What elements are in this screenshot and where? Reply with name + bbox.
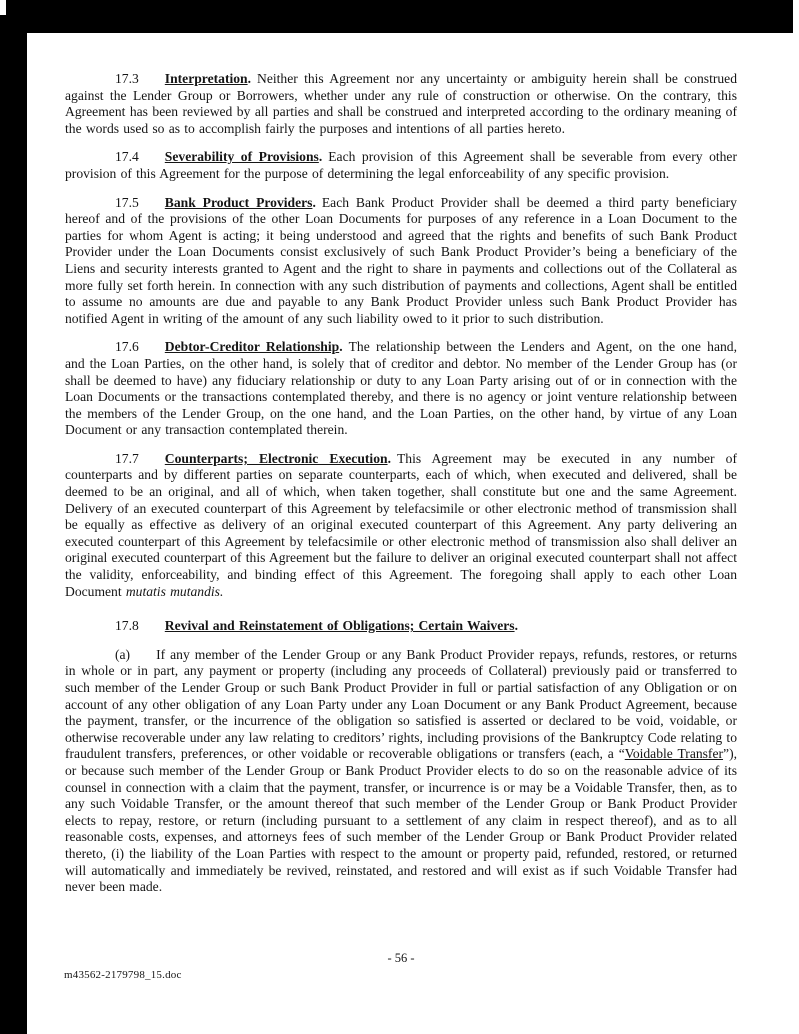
body-text-underline: Voidable Transfer bbox=[624, 746, 724, 762]
section-number: 17.4 bbox=[115, 149, 139, 165]
section-number: 17.5 bbox=[115, 194, 139, 210]
section-heading-period: . bbox=[514, 618, 518, 634]
body-text-normal: If any member of the Lender Group or any Bank Product Provider repays, refunds, restores, or returns in whole or in part, any payment or property (including any proceeds of Collateral) previously paid or transferred to such member of the Lender Group or such Bank Product Provider in full or partial satisfaction of any Obligation or on account of any other obligation of any Loan Party under any Loan Document or any Bank Product Agreement, because the payment, transfer, or the incurrence of the obligation so satisfied is asserted or declared to be void, voidable, or otherwise recoverable under any law relating to creditors’ rights, including provisions of the Bankruptcy Code relating to fraudulent transfers, preferences, or other voidable or recoverable obligations or transfers (each, a “ bbox=[65, 646, 737, 762]
section-17.5 bbox=[65, 195, 737, 328]
section-heading-period: . bbox=[318, 149, 323, 165]
section-heading: Counterparts; Electronic Execution bbox=[164, 450, 388, 466]
section-heading: Debtor-Creditor Relationship bbox=[164, 339, 340, 355]
section-a bbox=[65, 647, 737, 896]
section-heading-period: . bbox=[339, 339, 343, 355]
agreement-body bbox=[65, 0, 737, 896]
section-17.4 bbox=[65, 149, 737, 182]
section-heading: Interpretation bbox=[164, 71, 248, 86]
section-number: 17.7 bbox=[115, 450, 139, 466]
section-17.3 bbox=[65, 71, 737, 137]
body-text-normal: The relationship between the Lenders and Agent, on the one hand, and the Loan Parties, on the other hand, is solely that of creditor and debtor. No member of the Lender Group has (or shall be deemed to have) any fiduciary relationship or duty to any Loan Party arising out of or in connection with the Loan Documents or the transactions contemplated thereby, and there is no agency or joint venture relationship between the members of the Lender Group, on the one hand, and the Loan Parties, on the other hand, by virtue of any Loan Document or any transaction contemplated therein. bbox=[65, 339, 738, 438]
section-heading: Severability of Provisions bbox=[164, 149, 319, 165]
section-number: 17.8 bbox=[115, 618, 139, 634]
body-text-normal: ”), or because such member of the Lender Group or Bank Product Provider elects to do so on the reasonable advice of its counsel in connection with a claim that the payment, transfer, or incurrence is or may be a Voidable Transfer, then, as to any such Voidable Transfer, or the amount thereof that such member of the Lender Group or Bank Product Provider elects to repay, restore, or return (including pursuant to a settlement of any claim in respect thereof), and as to all reasonable costs, expenses, and attorneys fees of such member of the Lender Group or Bank Product Provider related thereto, (i) the liability of the Loan Parties with respect to the amount or property paid, refunded, restored, or returned will automatically and immediately be revived, reinstated, and restored and will exist as if such Voidable Transfer had never been made. bbox=[65, 746, 737, 895]
body-text-italic: mutatis mutandis. bbox=[125, 583, 224, 599]
section-17.7 bbox=[65, 451, 737, 600]
body-text-normal: Neither this Agreement nor any uncertainty or ambiguity herein shall be construed against the Lender Group or Borrowers, whether under any rule of construction or otherwise. On the contrary, this Agreement has been reviewed by all parties and shall be construed and interpreted according to the ordinary meaning of the words used so as to accomplish fairly the purposes and intentions of all parties hereto. bbox=[65, 71, 737, 136]
section-number: 17.6 bbox=[115, 339, 139, 355]
section-heading-period: . bbox=[387, 450, 391, 466]
section-heading-period: . bbox=[247, 71, 252, 86]
section-17.6 bbox=[65, 339, 737, 439]
body-text-normal: This Agreement may be executed in any number of counterparts and by different parties on separate counterparts, each of which, when executed and delivered, shall be deemed to be an original, and all of which, when taken together, shall constitute but one and the same Agreement. Delivery of an executed counterpart of this Agreement by telefacsimile or other electronic method of transmission shall be equally as effective as delivery of an original executed counterpart of this Agreement. Any party delivering an executed counterpart of this Agreement by telefacsimile or other electronic method of transmission also shall deliver an original executed counterpart of this Agreement but the failure to deliver an original executed counterpart shall not affect the validity, enforceability, and binding effect of this Agreement. The foregoing shall apply to each other Loan Document bbox=[65, 450, 737, 599]
section-heading: Revival and Reinstatement of Obligations; Certain Waivers bbox=[164, 618, 515, 634]
body-text-normal: Each Bank Product Provider shall be deemed a third party beneficiary hereof and of the provisions of the other Loan Documents for purposes of any reference in a Loan Document to the parties for whom Agent is acting; it being understood and agreed that the rights and benefits of such Bank Product Provider under the Loan Documents consist exclusively of such Bank Product Provider’s being a beneficiary of the Liens and security interests granted to Agent and the right to share in payments and collections out of the Collateral as more fully set forth herein. In connection with any such distribution of payments and collections, Agent shall be entitled to assume no amounts are due and payable to any Bank Product Provider unless such Bank Product Provider has notified Agent in writing of the amount of any such liability owed to it prior to such distribution. bbox=[65, 194, 737, 326]
body-text-normal: Each provision of this Agreement shall be severable from every other provision of this Agreement for the purpose of determining the legal enforceability of any specific provision. bbox=[65, 149, 737, 181]
section-17.8 bbox=[65, 618, 737, 635]
section-heading: Bank Product Providers bbox=[164, 194, 313, 210]
section-heading-period: . bbox=[312, 194, 316, 210]
subsection-label: (a) bbox=[115, 646, 131, 662]
section-number: 17.3 bbox=[115, 71, 139, 86]
document-filename: m43562-2179798_15.doc bbox=[64, 969, 182, 981]
scan-artifact-left-bar bbox=[0, 15, 27, 1034]
page-number: - 56 - bbox=[387, 951, 415, 965]
